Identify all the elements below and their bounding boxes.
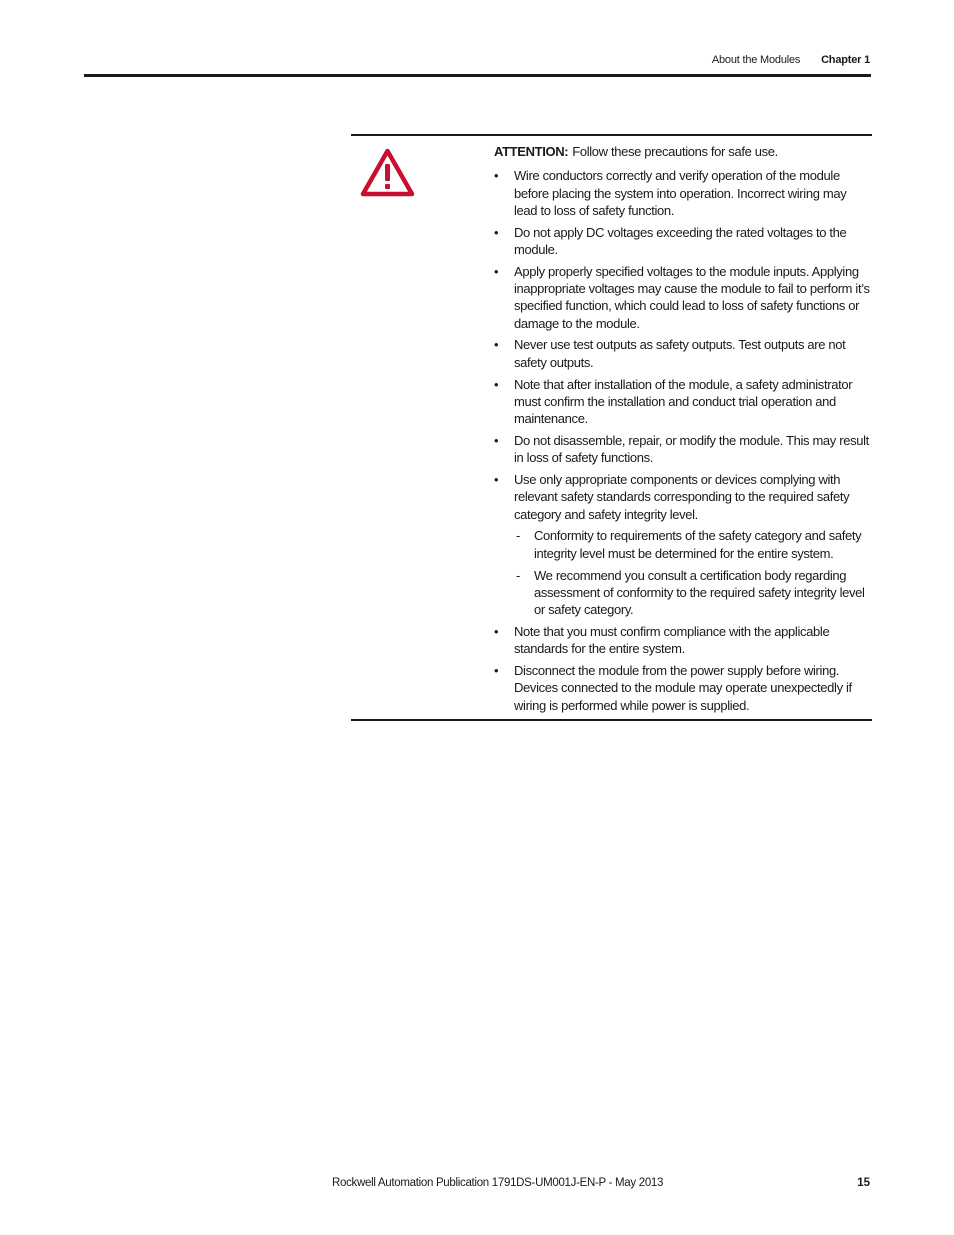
header-chapter-label: Chapter 1	[821, 54, 870, 66]
attention-intro	[494, 143, 872, 160]
attention-intro-text: Follow these precautions for safe use.	[572, 144, 778, 159]
precaution-item	[494, 376, 872, 428]
precaution-item	[494, 263, 872, 332]
warning-triangle-icon	[360, 148, 415, 197]
precaution-item	[494, 662, 872, 714]
precaution-subitem: - We recommend you consult a certification body regarding assessment of conformity to the required safety integrity level or safety category.	[514, 567, 872, 619]
precaution-text: Never use test outputs as safety outputs. Test outputs are not safety outputs.	[514, 337, 846, 370]
precaution-text: Note that you must confirm compliance with the applicable standards for the entire system.	[514, 623, 830, 657]
precaution-subitem: - Conformity to requirements of the safety category and safety integrity level must be determined for the entire system.	[514, 527, 872, 562]
precaution-item	[494, 432, 872, 467]
attention-notice	[351, 134, 872, 721]
precaution-item	[494, 224, 872, 259]
running-header	[712, 54, 870, 66]
precaution-text: Note that after installation of the module, a safety administrator must confirm the installation and conduct trial operation and maintenance.	[514, 376, 853, 427]
precaution-text: Use only appropriate components or devices complying with relevant safety standards corresponding to the required safety category and safety integrity level.	[514, 472, 850, 522]
precaution-text: Apply properly specified voltages to the module inputs. Applying inappropriate voltages may cause the module to fail to perform it’s specified function, which could lead to loss of safety functions or damage to the module.	[514, 263, 870, 331]
precaution-text: Do not apply DC voltages exceeding the rated voltages to the module.	[514, 224, 847, 257]
footer-publication: Rockwell Automation Publication 1791DS-UM001J-EN-P - May 2013	[332, 1177, 664, 1189]
precautions-list	[494, 167, 872, 714]
header-divider	[84, 74, 871, 77]
precaution-text: Wire conductors correctly and verify operation of the module before placing the system into operation. Incorrect wiring may lead to loss of safety function.	[514, 168, 847, 218]
attention-content	[494, 143, 872, 718]
precaution-text: Disconnect the module from the power supply before wiring. Devices connected to the module may operate unexpectedly if wiring is performed while power is supplied.	[514, 663, 852, 713]
precaution-sublist	[514, 527, 872, 618]
precaution-item	[494, 336, 872, 371]
precaution-item	[494, 167, 872, 219]
page-number: 15	[857, 1177, 870, 1189]
precaution-item	[494, 471, 872, 618]
attention-lead: ATTENTION:	[494, 144, 569, 159]
precaution-text: Do not disassemble, repair, or modify the module. This may result in loss of safety functions.	[514, 432, 869, 466]
precaution-item	[494, 623, 872, 658]
header-section-title: About the Modules	[711, 54, 801, 66]
